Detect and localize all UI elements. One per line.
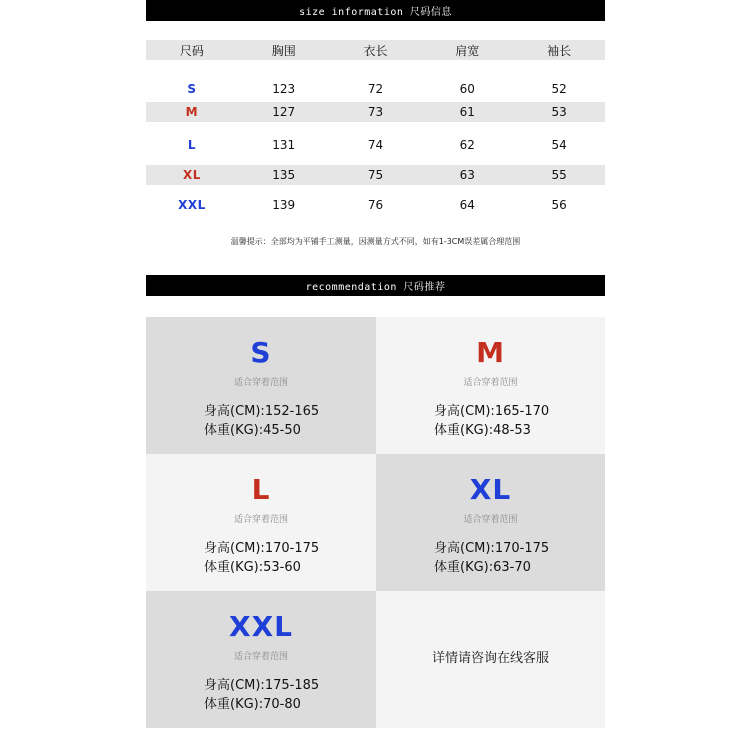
sleeve-cell: 54 (551, 138, 567, 152)
card-spec (146, 402, 319, 440)
card-spec (146, 539, 319, 577)
card-spec (376, 539, 549, 577)
fit-range-label: 适合穿着范围 (233, 515, 288, 525)
recommendation-banner: recommendation 尺码推荐 (146, 275, 605, 296)
table-row (146, 195, 605, 215)
sleeve-cell: 55 (551, 168, 567, 182)
contact-card (376, 591, 605, 728)
weight-range: 体重(KG):48-53 (434, 423, 531, 438)
shoulder-cell: 61 (459, 105, 475, 119)
weight-range: 体重(KG):53-60 (204, 560, 301, 575)
sleeve-cell: 52 (551, 82, 567, 96)
size-information-banner: size information 尺码信息 (146, 0, 605, 21)
sleeve-cell: 53 (551, 105, 567, 119)
length-cell: 76 (367, 198, 384, 212)
recommend-card-xl (376, 454, 605, 591)
weight-range: 体重(KG):70-80 (204, 697, 301, 712)
table-header-row (146, 40, 605, 60)
chest-cell: 123 (272, 82, 296, 96)
header-shoulder: 肩宽 (455, 43, 480, 58)
chest-cell: 131 (272, 138, 296, 152)
shoulder-cell: 64 (459, 198, 475, 212)
length-cell: 75 (367, 168, 384, 182)
sleeve-cell: 56 (551, 198, 567, 212)
weight-range: 体重(KG):45-50 (204, 423, 301, 438)
length-cell: 74 (367, 138, 384, 152)
card-spec (146, 676, 319, 714)
header-size: 尺码 (179, 43, 204, 58)
recommend-card-xxl (146, 591, 376, 728)
recommend-card-l (146, 454, 376, 591)
height-range: 身高(CM):152-165 (204, 404, 320, 419)
card-spec (376, 402, 549, 440)
height-range: 身高(CM):170-175 (434, 541, 550, 556)
card-size-label: XXL (228, 610, 294, 643)
card-size-label: S (250, 336, 272, 369)
chest-cell: 135 (272, 168, 296, 182)
height-range: 身高(CM):170-175 (204, 541, 320, 556)
chest-cell: 139 (272, 198, 296, 212)
fit-range-label: 适合穿着范围 (233, 378, 288, 388)
card-size-label: M (476, 336, 505, 369)
table-row (146, 135, 605, 155)
height-range: 身高(CM):165-170 (434, 404, 550, 419)
length-cell: 72 (367, 82, 384, 96)
size-cell: XL (182, 168, 201, 182)
shoulder-cell: 62 (459, 138, 475, 152)
measurement-note: 温馨提示：全部均为平铺手工测量，因测量方式不同，如有1-3CM误差属合理范围 (230, 237, 521, 246)
shoulder-cell: 60 (459, 82, 475, 96)
size-cell: M (185, 105, 199, 119)
size-cell: XXL (178, 198, 206, 212)
shoulder-cell: 63 (459, 168, 475, 182)
table-row (146, 79, 605, 99)
card-size-label: L (251, 473, 271, 506)
fit-range-label: 适合穿着范围 (463, 378, 518, 388)
weight-range: 体重(KG):63-70 (434, 560, 531, 575)
header-length: 衣长 (363, 43, 388, 58)
recommend-card-m (376, 317, 605, 454)
header-sleeve: 袖长 (547, 43, 572, 58)
fit-range-label: 适合穿着范围 (463, 515, 518, 525)
size-cell: S (187, 82, 197, 96)
height-range: 身高(CM):175-185 (204, 678, 320, 693)
size-cell: L (187, 138, 196, 152)
chest-cell: 127 (272, 105, 296, 119)
table-row (146, 102, 605, 122)
length-cell: 73 (367, 105, 384, 119)
header-chest: 胸围 (271, 43, 296, 58)
recommend-card-s (146, 317, 376, 454)
size-table (146, 40, 605, 215)
table-row (146, 165, 605, 185)
contact-service-text: 详情请咨询在线客服 (431, 651, 549, 666)
card-size-label: XL (469, 473, 512, 506)
fit-range-label: 适合穿着范围 (233, 652, 288, 662)
recommendation-grid (146, 317, 605, 728)
